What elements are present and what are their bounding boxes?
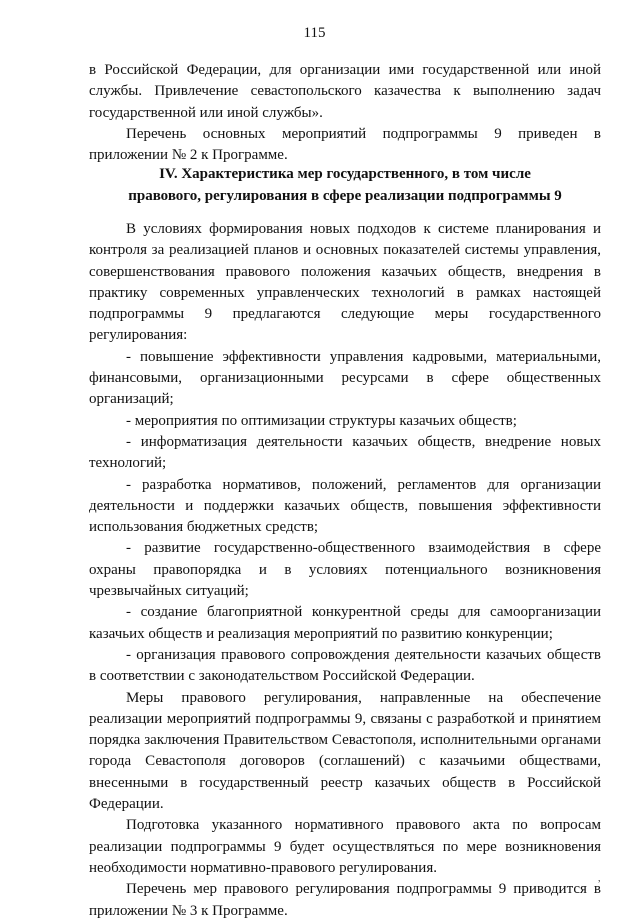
list-item: - развитие государственно-общественного взаимодействия в сфере охраны правопорядка и в условиях потенциального возникновения чрезвычайных ситуаций; (89, 540, 601, 600)
scan-mark: , (598, 873, 601, 884)
paragraph-intro: В условиях формирования новых подходов к системе планирования и контроля за реализацией планов и основных показателей системы управления, совершенствования правового положения казачьих обществ, внедрения в практику современных управленческих технологий в рамках настоящей подпрограммы 9 предлагаются следующие меры государственного регулирования: (89, 221, 601, 344)
list-item: - организация правового сопровождения деятельности казачьих обществ в соответствии с законодательством Российской Федерации. (89, 646, 601, 685)
section-heading (89, 164, 601, 207)
body-text-block (89, 219, 601, 922)
list-item: - разработка нормативов, положений, регламентов для организации деятельности и поддержки казачьих обществ, повышения эффективности использования бюджетных средств; (89, 476, 601, 536)
page-number: 115 (303, 25, 326, 41)
paragraph-legal-measures: Меры правового регулирования, направленные на обеспечение реализации мероприятий подпрограммы 9, связаны с разработкой и принятием порядка заключения Правительством Севастополя, исполнительными органами города Севастополя договоров (соглашений) с казачьими обществами, внесенными в государственный реестр казачьих обществ в Российской Федерации. (89, 689, 601, 813)
list-item: - информатизация деятельности казачьих обществ, внедрение новых технологий; (89, 433, 601, 472)
top-text-block (89, 60, 601, 166)
paragraph-preparation: Подготовка указанного нормативного правового акта по вопросам реализации подпрограммы 9 будет осуществляться по мере возникновения необходимости нормативно-правового регулирования. (89, 817, 601, 876)
list-item: - мероприятия по оптимизации структуры казачьих обществ; (126, 412, 517, 429)
list-item: - повышение эффективности управления кадровыми, материальными, финансовыми, организационными ресурсами в сфере общественных организаций; (89, 348, 601, 408)
paragraph-list-reference: Перечень основных мероприятий подпрограммы 9 приведен в приложении № 2 к Программе. (89, 125, 601, 164)
section-heading-line-1: IV. Характеристика мер государственного, в том числе (159, 166, 531, 182)
section-heading-line-2: правового, регулирования в сфере реализации подпрограммы 9 (128, 187, 562, 204)
list-item: - создание благоприятной конкурентной среды для самоорганизации казачьих обществ и реализация мероприятий по развитию конкуренции; (89, 604, 601, 642)
paragraph-appendix-reference: Перечень мер правового регулирования подпрограммы 9 приводится в приложении № 3 к Программе. (89, 881, 601, 919)
paragraph-continuation: в Российской Федерации, для организации ими государственной или иной службы. Привлечение севастопольского казачества к выполнению задач государственной или иной службы». (89, 62, 601, 121)
